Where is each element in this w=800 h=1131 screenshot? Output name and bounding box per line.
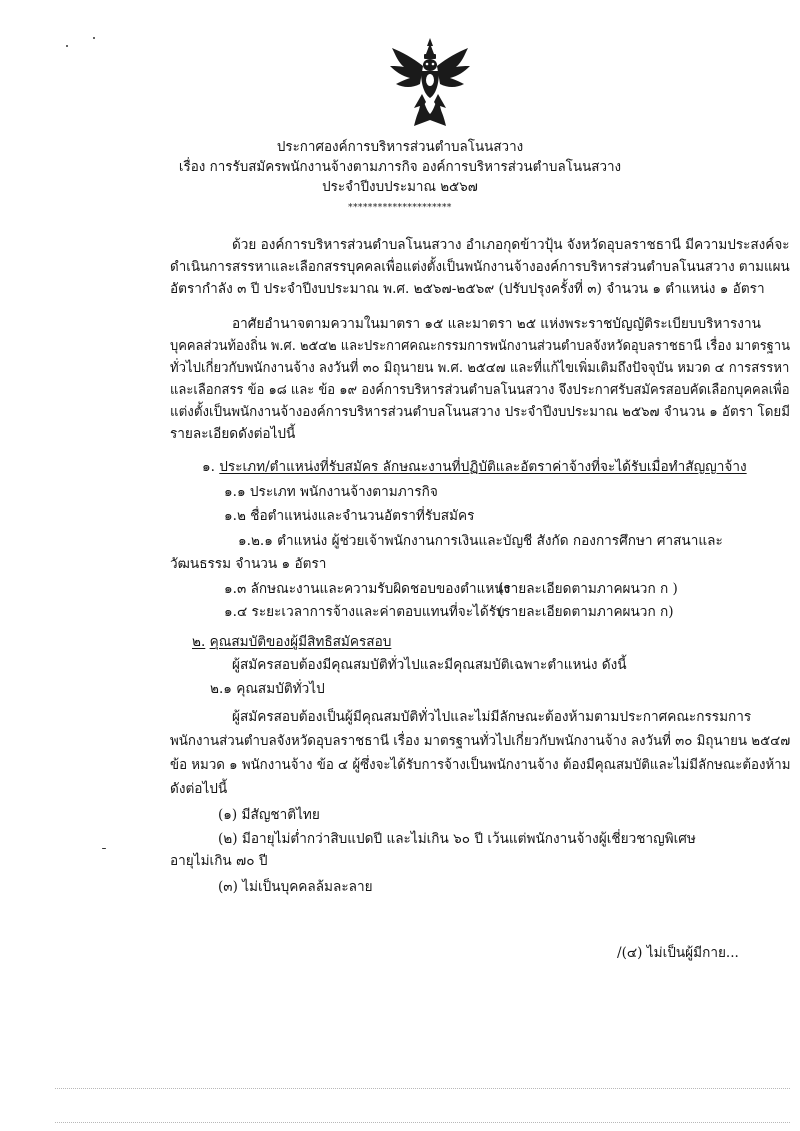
scan-line <box>55 1122 790 1123</box>
section1-2: ๑.๒ ชื่อตำแหน่งและจำนวนอัตราที่รับสมัคร <box>224 508 475 524</box>
section1-1: ๑.๑ ประเภท พนักงานจ้างตามภารกิจ <box>224 484 438 500</box>
qualification-item: (๓) ไม่เป็นบุคคลล้มละลาย <box>218 879 373 895</box>
section2-intro: ผู้สมัครสอบต้องมีคุณสมบัติทั่วไปและมีคุณสมบัติเฉพาะตำแหน่ง ดังนี้ <box>232 657 627 673</box>
garuda-emblem-icon <box>388 36 472 128</box>
section1-3: ๑.๓ ลักษณะงานและความรับผิดชอบของตำแหน่ง <box>224 581 511 597</box>
section2-1-para: พนักงานส่วนตำบลจังหวัดอุบลราชธานี เรื่อง มาตรฐานทั่วไปเกี่ยวกับพนักงานจ้าง ลงวันที่ ๓๐ มิถุนายน ๒๕๔๗ <box>170 733 791 749</box>
intro-line: ด้วย องค์การบริหารส่วนตำบลโนนสวาง อำเภอกุดข้าวปุ้น จังหวัดอุบลราชธานี มีความประสงค์จะ <box>232 237 790 253</box>
section1-4-ref: (รายละเอียดตามภาคผนวก ก) <box>498 604 674 620</box>
section1-2-1-cont: วัฒนธรรม จำนวน ๑ อัตรา <box>170 556 327 572</box>
section2-1-para: ผู้สมัครสอบต้องเป็นผู้มีคุณสมบัติทั่วไปและไม่มีลักษณะต้องห้ามตามประกาศคณะกรรมการ <box>232 709 752 725</box>
scan-line <box>55 1088 790 1089</box>
qualification-item: (๒) มีอายุไม่ต่ำกว่าสิบแปดปี และไม่เกิน ๖๐ ปี เว้นแต่พนักงานจ้างผู้เชี่ยวชาญพิเศษ <box>218 831 696 847</box>
scan-speck <box>66 45 68 47</box>
authority-line: และเลือกสรร ข้อ ๑๘ และ ข้อ ๑๙ องค์การบริหารส่วนตำบลโนนสวาง จึงประกาศรับสมัครสอบคัดเลือกบุคคลเพื่อ <box>170 382 790 398</box>
authority-line: บุคคลส่วนท้องถิ่น พ.ศ. ๒๕๔๒ และประกาศคณะกรรมการพนักงานส่วนตำบลจังหวัดอุบลราชธานี เรื่อง มาตรฐาน <box>170 338 790 354</box>
section2-number: ๒. <box>192 634 206 650</box>
section2-heading-text: คุณสมบัติของผู้มีสิทธิสมัครสอบ <box>209 634 392 650</box>
qualification-item: (๑) มีสัญชาติไทย <box>218 807 320 823</box>
authority-line: ทั่วไปเกี่ยวกับพนักงานจ้าง ลงวันที่ ๓๐ มิถุนายน พ.ศ. ๒๕๔๗ และที่แก้ไขเพิ่มเติมถึงปัจจุบัน หมวด ๔ การสรรหา <box>170 360 790 376</box>
header-title: ประกาศองค์การบริหารส่วนตำบลโนนสวาง <box>276 139 524 155</box>
intro-line: ดำเนินการสรรหาและเลือกสรรบุคคลเพื่อแต่งตั้งเป็นพนักงานจ้างองค์การบริหารส่วนตำบลโนนสวาง ตามแผน <box>170 259 790 275</box>
header-subject: เรื่อง การรับสมัครพนักงานจ้างตามภารกิจ องค์การบริหารส่วนตำบลโนนสวาง <box>178 159 622 175</box>
section1-3-ref: (รายละเอียดตามภาคผนวก ก ) <box>498 581 678 597</box>
header-fiscal-year: ประจำปีงบประมาณ ๒๕๖๗ <box>322 179 478 195</box>
section2-1-para: ข้อ หมวด ๑ พนักงานจ้าง ข้อ ๔ ผู้ซึ่งจะได้รับการจ้างเป็นพนักงานจ้าง ต้องมีคุณสมบัติและไม่มีลักษณะต้องห้าม <box>170 757 791 773</box>
qualification-item-cont: อายุไม่เกิน ๗๐ ปี <box>170 853 268 869</box>
scan-speck <box>102 848 106 849</box>
authority-line: แต่งตั้งเป็นพนักงานจ้างองค์การบริหารส่วนตำบลโนนสวาง ประจำปีงบประมาณ ๒๕๖๗ จำนวน ๑ อัตรา โดยมี <box>170 404 791 420</box>
header-divider-stars: ********************* <box>348 203 452 213</box>
section1-2-1: ๑.๒.๑ ตำแหน่ง ผู้ช่วยเจ้าพนักงานการเงินและบัญชี สังกัด กองการศึกษา ศาสนาและ <box>238 533 723 549</box>
section1-4: ๑.๔ ระยะเวลาการจ้างและค่าตอบแทนที่จะได้รับ <box>224 604 505 620</box>
authority-line: รายละเอียดดังต่อไปนี้ <box>170 426 296 442</box>
section2-1-para: ดังต่อไปนี้ <box>170 781 228 797</box>
intro-line: อัตรากำลัง ๓ ปี ประจำปีงบประมาณ พ.ศ. ๒๕๖๗-๒๕๖๙ (ปรับปรุงครั้งที่ ๓) จำนวน ๑ ตำแหน่ง ๑ อัตรา <box>170 281 765 297</box>
section1-heading <box>202 458 747 476</box>
authority-line: อาศัยอำนาจตามความในมาตรา ๑๕ และมาตรา ๒๕ แห่งพระราชบัญญัติระเบียบบริหารงาน <box>232 316 761 332</box>
page-continuation: /(๔) ไม่เป็นผู้มีกาย... <box>617 945 739 961</box>
section2-1: ๒.๑ คุณสมบัติทั่วไป <box>210 681 325 697</box>
section1-heading-text: ประเภท/ตำแหน่งที่รับสมัคร ลักษณะงานที่ปฏิบัติและอัตราค่าจ้างที่จะได้รับเมื่อทำสัญญาจ้าง <box>219 459 747 475</box>
scan-speck <box>93 37 95 39</box>
section2-heading <box>192 633 391 651</box>
section1-number: ๑. <box>202 459 215 475</box>
